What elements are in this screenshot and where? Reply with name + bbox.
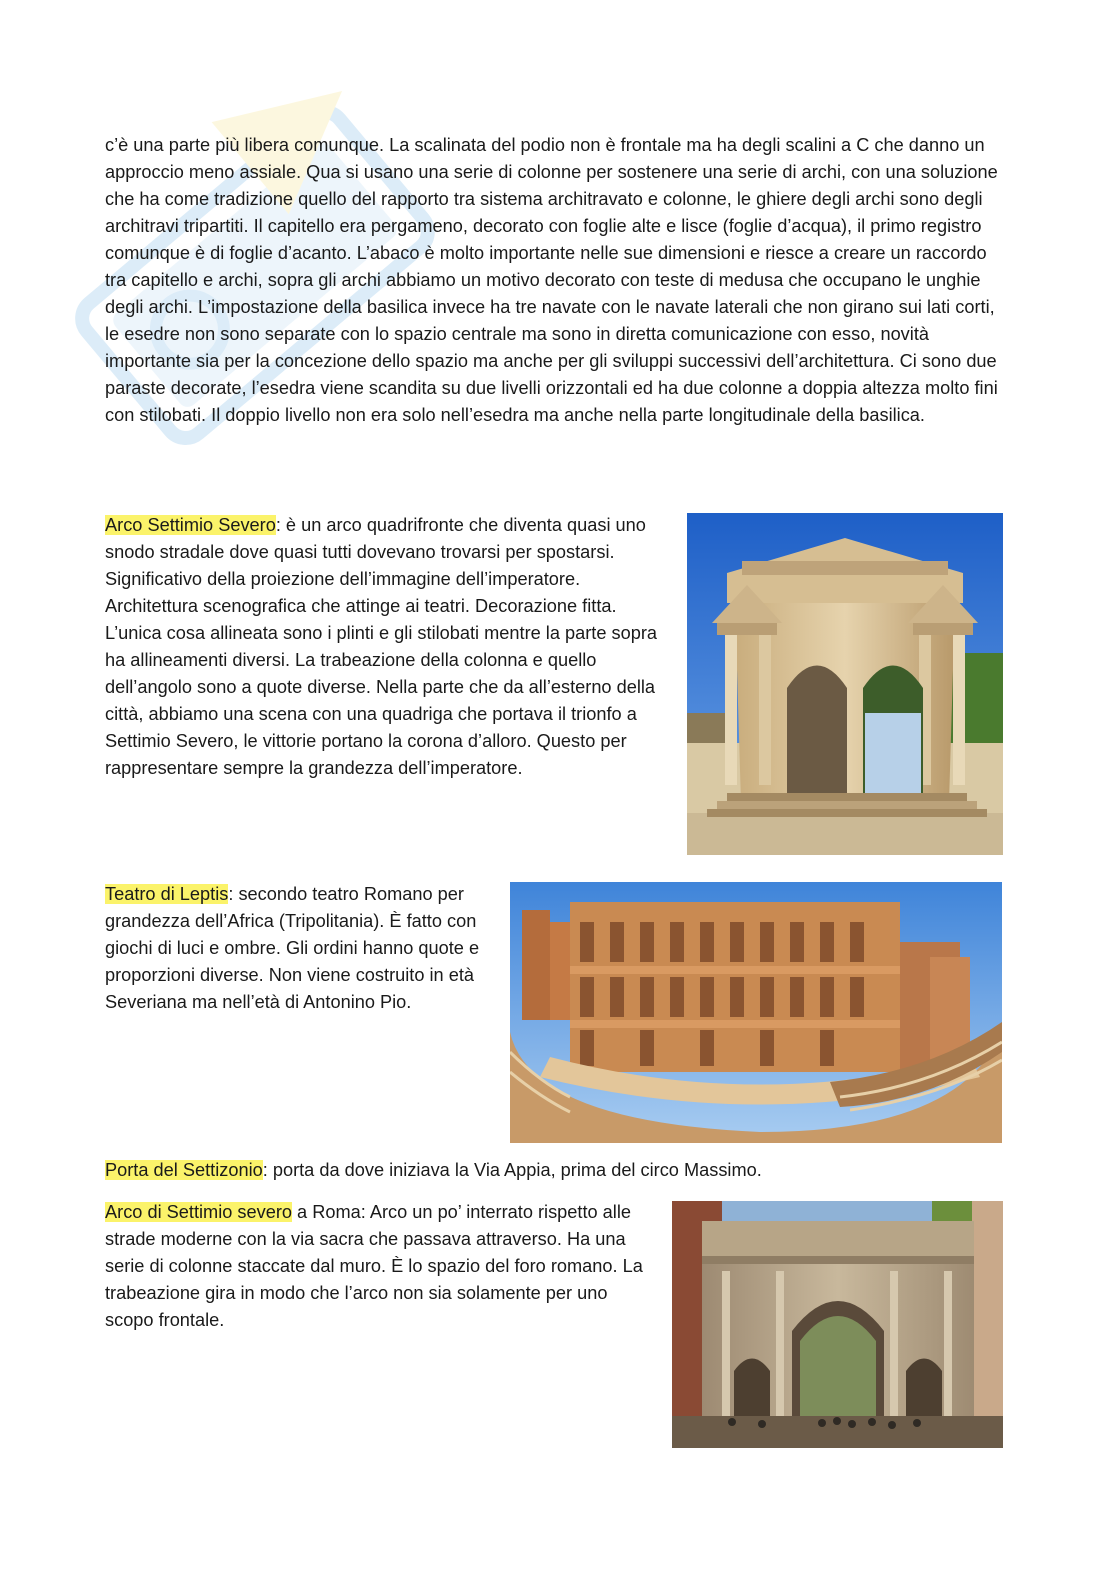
teatro-photo (510, 882, 1002, 1143)
section-body-arco-leptis: : è un arco quadrifronte che diventa quasi uno snodo stradale dove quasi tutti dovevano trovarsi per spostarsi. Significativo della proiezione dell’immagine dell’imperatore. Architettura scenografica che attinge ai teatri. Decorazione fitta. L’unica cosa allineata sono i plinti e gli stilobati mentre la parte sopra ha allineamenti diversi. La trabeazione della colonna e quello dell’angolo sono a quote diverse. Nella parte che da all’esterno della città, abbiamo una scena con una quadriga che portava il trionfo a Settimio Severo, le vittorie portano la corona d’alloro. Questo per rappresentare sempre la grandezza dell’imperatore. (105, 515, 658, 778)
section-teatro (105, 881, 497, 1016)
section-title-arco-roma: Arco di Settimio severo (105, 1202, 292, 1222)
section-title-teatro: Teatro di Leptis (105, 884, 229, 904)
arco-leptis-photo (687, 513, 1003, 855)
arco-roma-photo (672, 1201, 1003, 1448)
section-body-arco-roma: a Roma: Arco un po’ interrato rispetto alle strade moderne con la via sacra che passava attraverso. Ha una serie di colonne staccate dal muro. È lo spazio del foro romano. La trabeazione gira in modo che l’arco non sia solamente per uno scopo frontale. (105, 1202, 643, 1330)
section-body-porta: : porta da dove iniziava la Via Appia, prima del circo Massimo. (262, 1160, 762, 1180)
intro-paragraph: c’è una parte più libera comunque. La scalinata del podio non è frontale ma ha degli scalini a C che danno un approccio meno assiale. Qua si usano una serie di colonne per sostenere una serie di archi, con una soluzione che ha come tradizione quello del rapporto tra sistema architravato e colonne, le ghiere degli archi sono degli architravi tripartiti. Il capitello era pergameno, decorato con foglie alte e lisce (foglie d’acqua), il primo registro comunque è di foglie d’acanto. L’abaco è molto importante nelle sue dimensioni e riesce a creare un raccordo tra capitello e archi, sopra gli archi abbiamo un motivo decorato con teste di medusa che occupano le unghie degli archi. L’impostazione della basilica invece ha tre navate con le navate laterali che non girano sui lati corti, le esedre non sono separate con lo spazio centrale ma sono in diretta comunicazione con esso, novità importante sia per la concezione dello spazio ma anche per gli sviluppi successivi dell’architettura. Ci sono due paraste decorate, l’esedra viene scandita su due livelli orizzontali ed ha due colonne a doppia altezza molto fini con stilobati. Il doppio livello non era solo nell’esedra ma anche nella parte longitudinale della basilica. (105, 135, 998, 425)
section-arco-leptis (105, 512, 671, 782)
section-porta (105, 1157, 1005, 1184)
section-body-teatro: : secondo teatro Romano per grandezza dell’Africa (Tripolitania). È fatto con giochi di luci e ombre. Gli ordini hanno quote e proporzioni diverse. Non viene costruito in età Severiana ma nell’età di Antonino Pio. (105, 884, 480, 1012)
section-title-porta: Porta del Settizonio (105, 1160, 263, 1180)
section-arco-roma (105, 1199, 661, 1334)
section-title-arco-leptis: Arco Settimio Severo (105, 515, 276, 535)
